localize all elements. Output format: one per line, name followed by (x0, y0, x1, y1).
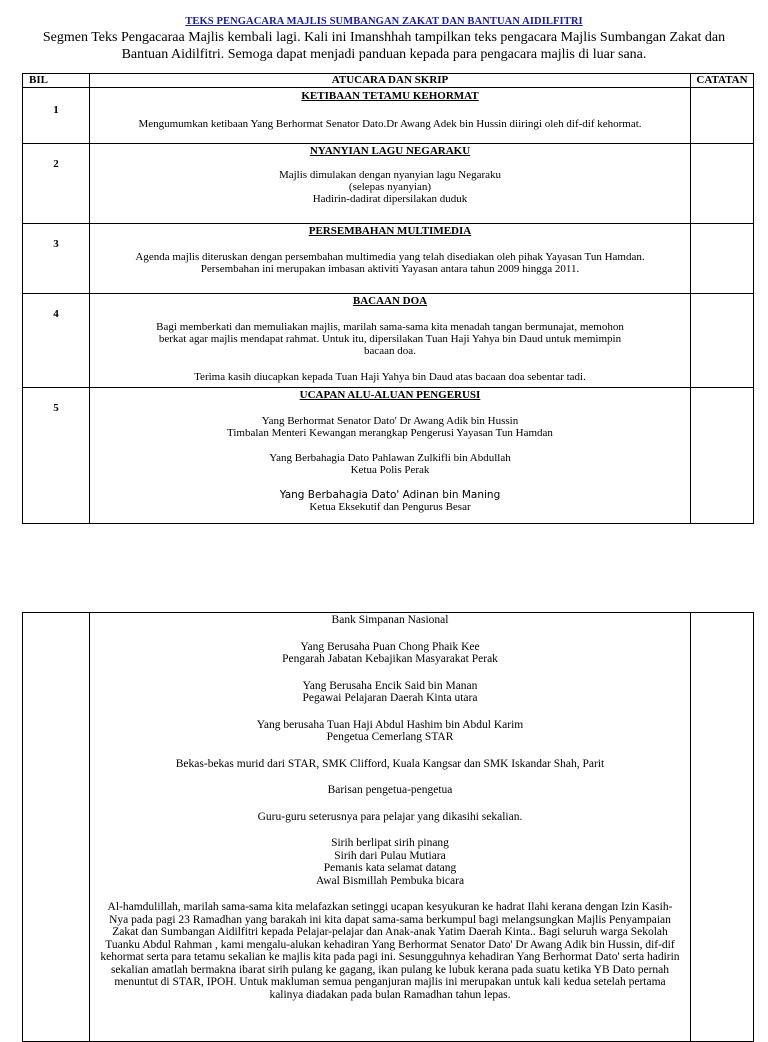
script-line: Mengumumkan ketibaan Yang Berhormat Senator Dato.Dr Awang Adek bin Hussin diiringi oleh dif-dif kehormat. (138, 118, 642, 130)
catatan-cell (691, 388, 754, 524)
script-line: Barisan pengetua-pengetua (327, 784, 453, 796)
section-heading: UCAPAN ALU-ALUAN PENGERUSI (299, 389, 481, 401)
row-content (90, 88, 691, 144)
catatan-cell (691, 613, 754, 1042)
closing-paragraph: Al-hamdulillah, marilah sama-sama kita melafazkan setinggi ucapan kesyukuran ke hadrat Ilahi kerana dengan Izin Kasih-Nya pada pagi 23 Ramadhan yang barakah ini kita dapat sama-sama berkumpul bagi melangsungkan Majlis Penyampaian Zakat dan Sumbangan Aidilfitri kepada Pelajar-pelajar dan Anak-anak Yatim Daerah Kinta.. Bagi seluruh warga Sekolah Tuanku Abdul Rahman , kami mengalu-alukan kehadiran Yang Berhormat Senator Dato' Dr Awang Adik bin Hussin, dif-dif kehormat serta para tetamu sekalian ke majlis kita pada pagi ini. Sesungguhnya kehadiran Yang Berhormat Dato' serta hadirin sekalian amatlah bermakna ibarat sirih pulang ke gagang, ikan pulang ke lubuk kerana pada suatu ketika YB Dato pernah menuntut di STAR, IPOH. Untuk makluman semua penganjuran majlis ini merupakan untuk kali kedua setelah pertama kalinya diadakan pada bulan Ramadhan tahun lepas. (100, 901, 680, 1001)
script-line: Pegawai Pelajaran Daerah Kinta utara (302, 692, 478, 704)
table-row (23, 613, 754, 1042)
row-number: 2 (53, 158, 59, 170)
script-line: Hadirin-dadirat dipersilakan duduk (312, 193, 468, 205)
script-line: Guru-guru seterusnya para pelajar yang dikasihi sekalian. (257, 810, 523, 823)
catatan-cell (691, 224, 754, 294)
table-row (23, 388, 754, 524)
script-line: Ketua Polis Perak (350, 464, 430, 476)
pantun-line: Pemanis kata selamat datang (323, 862, 457, 874)
script-line: Yang Berbahagia Dato' Adinan bin Maning (279, 489, 501, 501)
table-row (23, 144, 754, 224)
script-line: Pengetua Cemerlang STAR (326, 731, 454, 743)
script-line: Persembahan ini merupakan imbasan aktiviti Yayasan antara tahun 2009 hingga 2011. (200, 263, 580, 275)
pantun-line: Awal Bismillah Pembuka bicara (315, 874, 465, 887)
catatan-cell (691, 88, 754, 144)
header-atucara: ATUCARA DAN SKRIP (90, 74, 691, 88)
section-heading: NYANYIAN LAGU NEGARAKU (309, 145, 471, 157)
script-line: Yang Berusaha Puan Chong Phaik Kee (300, 640, 480, 653)
row-number: 4 (53, 308, 59, 320)
document-title: TEKS PENGACARA MAJLIS SUMBANGAN ZAKAT DAN BANTUAN AIDILFITRI (185, 16, 583, 27)
agenda-table (22, 73, 754, 524)
intro-paragraph: Segmen Teks Pengacaraa Majlis kembali lagi. Kali ini Imanshhah tampilkan teks pengacara Majlis Sumbangan Zakat dan Bantuan Aidilfitri. Semoga dapat menjadi panduan kepada para pengacara majlis di luar sana. (42, 30, 726, 62)
catatan-cell (691, 144, 754, 224)
script-line: Timbalan Menteri Kewangan merangkap Pengerusi Yayasan Tun Hamdan (227, 427, 553, 439)
row-content (90, 388, 691, 524)
script-line: Ketua Eksekutif dan Pengurus Besar (309, 501, 471, 513)
row-number: 3 (53, 238, 59, 250)
row-content (90, 613, 691, 1042)
section-heading: KETIBAAN TETAMU KEHORMAT (301, 90, 479, 102)
script-line: Terima kasih diucapkan kepada Tuan Haji Yahya bin Daud atas bacaan doa sebentar tadi. (194, 371, 586, 383)
bil-cell (23, 613, 90, 1042)
header-bil: BIL (23, 74, 90, 88)
continuation-table (22, 612, 754, 1042)
script-line: Agenda majlis diteruskan dengan persembahan multimedia yang telah disediakan oleh pihak Yayasan Tun Hamdan. (135, 251, 645, 263)
section-heading: BACAAN DOA (352, 295, 428, 307)
catatan-cell (691, 294, 754, 388)
row-number: 5 (53, 402, 59, 414)
script-line: (selepas nyanyian) (348, 181, 432, 193)
row-content (90, 144, 691, 224)
row-content (90, 224, 691, 294)
script-line: Yang Berhormat Senator Dato' Dr Awang Adik bin Hussin (261, 415, 519, 427)
script-line: Majlis dimulakan dengan nyanyian lagu Negaraku (278, 169, 502, 181)
script-line: Bank Simpanan Nasional (331, 614, 449, 626)
row-content (90, 294, 691, 388)
script-line: Bagi memberkati dan memuliakan majlis, marilah sama-sama kita menadah tangan bermunajat, memohon berkat agar majlis mendapat rahmat. Untuk itu, dipersilakan Tuan Haji Yahya bin Daud untuk memimpin bacaan doa. (156, 321, 624, 357)
script-line: Yang berusaha Tuan Haji Abdul Hashim bin Abdul Karim (256, 718, 524, 731)
table-row (23, 224, 754, 294)
script-line: Pengarah Jabatan Kebajikan Masyarakat Perak (282, 653, 498, 665)
header-catatan: CATATAN (691, 74, 754, 88)
row-number: 1 (53, 104, 59, 116)
section-heading: PERSEMBAHAN MULTIMEDIA (308, 225, 472, 237)
table-header-row (23, 74, 754, 88)
script-line: Yang Berbahagia Dato Pahlawan Zulkifli bin Abdullah (269, 452, 511, 464)
script-line: Yang Berusaha Encik Said bin Manan (302, 679, 478, 692)
pantun-line: Sirih dari Pulau Mutiara (334, 849, 446, 862)
pantun-line: Sirih berlipat sirih pinang (331, 837, 449, 849)
script-line: Bekas-bekas murid dari STAR, SMK Clifford, Kuala Kangsar dan SMK Iskandar Shah, Parit (175, 757, 605, 770)
table-row (23, 294, 754, 388)
table-row (23, 88, 754, 144)
